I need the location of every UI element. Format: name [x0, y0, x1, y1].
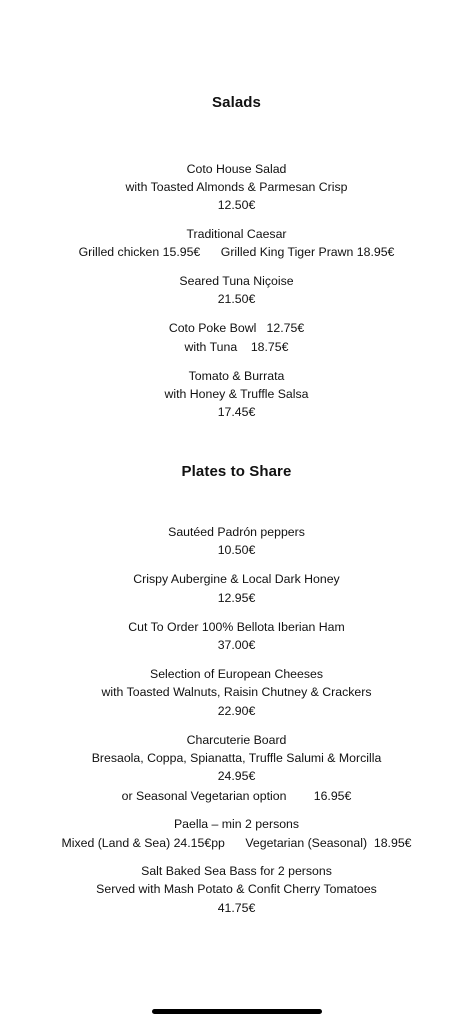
- item-detail: with Tuna 18.75€: [184, 340, 289, 354]
- item-detail: Grilled chicken 15.95€ Grilled King Tiger Prawn 18.95€: [78, 245, 395, 259]
- item-price: 17.45€: [217, 405, 256, 419]
- item-detail: Mixed (Land & Sea) 24.15€pp Vegetarian (Seasonal) 18.95€: [61, 836, 412, 850]
- item-detail: with Toasted Walnuts, Raisin Chutney & Crackers: [101, 685, 372, 699]
- item-detail: with Toasted Almonds & Parmesan Crisp: [125, 180, 348, 194]
- item-price: 22.90€: [217, 704, 256, 718]
- item-name: Cut To Order 100% Bellota Iberian Ham: [128, 620, 345, 634]
- item-name: Crispy Aubergine & Local Dark Honey: [133, 572, 340, 586]
- item-name: Sautéed Padrón peppers: [168, 525, 305, 539]
- item-name: Tomato & Burrata: [188, 369, 285, 383]
- item-name: Selection of European Cheeses: [150, 667, 323, 681]
- item-name: Coto House Salad: [186, 162, 287, 176]
- item-name: Charcuterie Board: [186, 733, 287, 747]
- item-detail: Served with Mash Potato & Confit Cherry Tomatoes: [96, 882, 377, 896]
- item-price: 41.75€: [217, 901, 256, 915]
- home-indicator[interactable]: [152, 1009, 322, 1014]
- item-name: Coto Poke Bowl 12.75€: [168, 321, 305, 335]
- item-price: 12.95€: [217, 591, 256, 605]
- item-name: Paella – min 2 persons: [173, 817, 300, 831]
- item-price: 12.50€: [217, 198, 256, 212]
- item-name: Seared Tuna Niçoise: [179, 274, 294, 288]
- item-price: 37.00€: [217, 638, 256, 652]
- item-detail: with Honey & Truffle Salsa: [164, 387, 309, 401]
- item-price: 21.50€: [217, 292, 256, 306]
- item-option: or Seasonal Vegetarian option 16.95€: [121, 789, 352, 803]
- section-title-plates-to-share: Plates to Share: [181, 463, 292, 480]
- item-name: Traditional Caesar: [186, 227, 287, 241]
- item-price: 10.50€: [217, 543, 256, 557]
- item-price: 24.95€: [217, 769, 256, 783]
- section-title-salads: Salads: [212, 94, 261, 111]
- item-name: Salt Baked Sea Bass for 2 persons: [141, 864, 332, 878]
- item-detail: Bresaola, Coppa, Spianatta, Truffle Salumi & Morcilla: [91, 751, 382, 765]
